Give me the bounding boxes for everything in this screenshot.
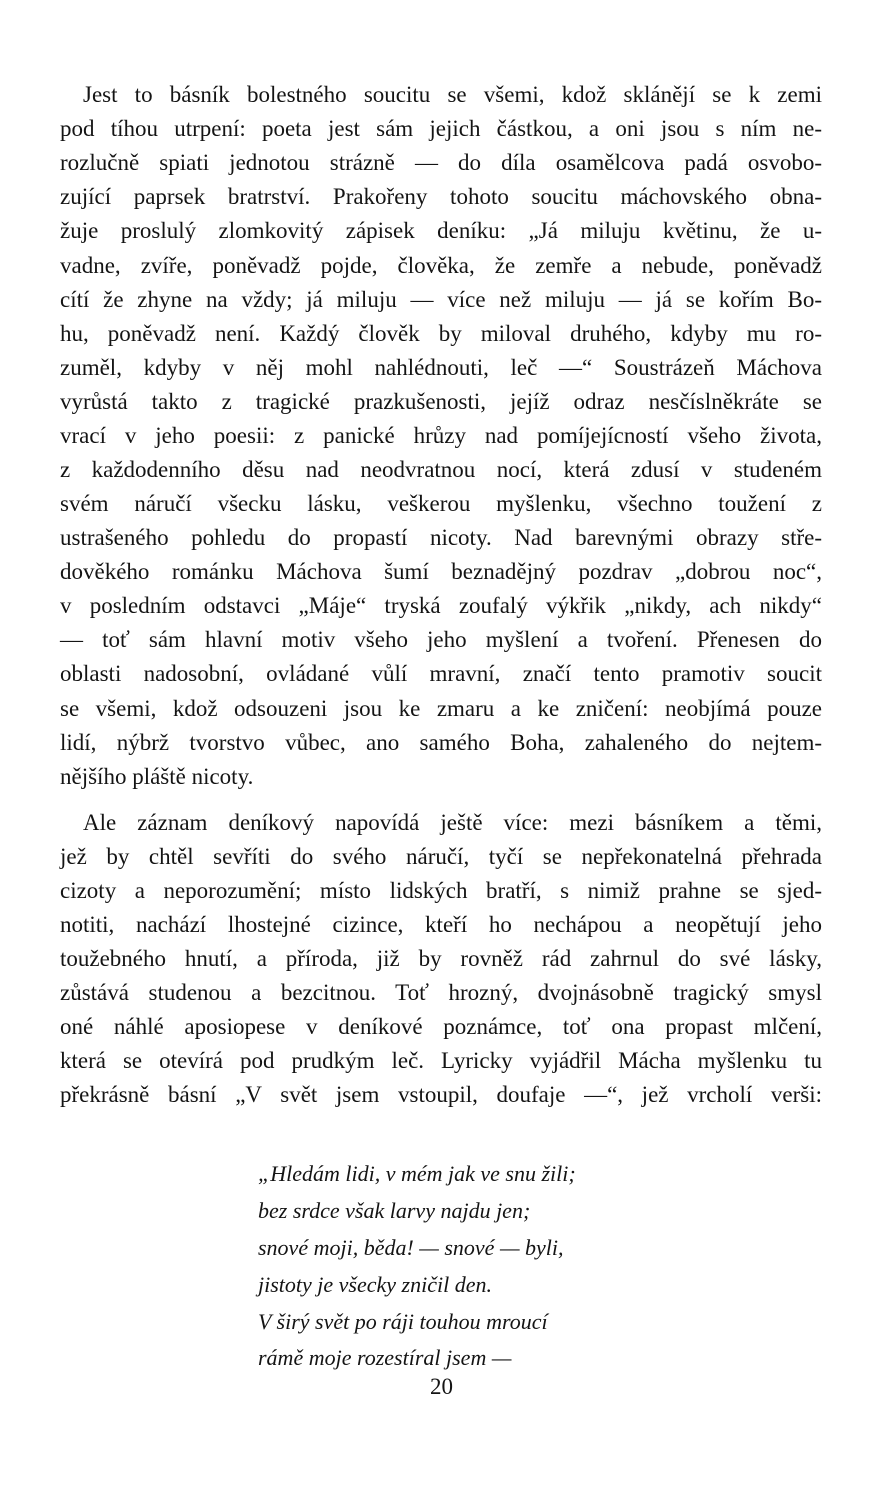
text-line: se všemi, kdož odsouzeni jsou ke zmaru a ke zničení: neobjímá pouze <box>60 696 822 721</box>
text-line: vrací v jeho poesii: z panické hrůzy nad pomíjejícností všeho života, <box>60 423 822 448</box>
verse-line: „Hledám lidi, v mém jak ve snu žili; <box>258 1161 576 1186</box>
verse-line: bez srdce však larvy najdu jen; <box>258 1198 531 1223</box>
text-line: cítí že zhyne na vždy; já miluju — více než miluju — já se kořím Bo- <box>60 287 822 312</box>
text-line: zující paprsek bratrství. Prakořeny tohoto soucitu máchovského obna- <box>60 184 822 209</box>
text-line: nějšího pláště nicoty. <box>60 764 254 789</box>
text-line: oblasti nadosobní, ovládané vůlí mravní, značí tento pramotiv soucit <box>60 661 822 686</box>
text-line: Jest to básník bolestného soucitu se všemi, kdož sklánějí se k zemi <box>83 82 822 107</box>
text-line: notiti, nachází lhostejné cizince, kteří ho nechápou a neopětují jeho <box>60 912 822 937</box>
text-line: jež by chtěl sevříti do svého náručí, tyčí se nepřekonatelná přehrada <box>60 844 822 869</box>
verse-line: jistoty je všecky zničil den. <box>258 1272 492 1297</box>
text-line: v posledním odstavci „Máje“ tryská zoufalý výkřik „nikdy, ach nikdy“ <box>60 593 822 618</box>
text-line: svém náručí všecku lásku, veškerou myšlenku, všechno toužení z <box>60 491 822 516</box>
text-line: rozlučně spiati jednotou strázně — do díla osamělcova padá osvobo- <box>60 150 822 175</box>
page-number: 20 <box>430 1374 453 1399</box>
verse-line: snové moji, běda! — snové — byli, <box>258 1235 564 1260</box>
text-line: zuměl, kdyby v něj mohl nahlédnouti, leč —“ Soustrázeň Máchova <box>60 355 822 380</box>
text-line: toužebného hnutí, a příroda, již by rovněž rád zahrnul do své lásky, <box>60 946 822 971</box>
text-line: Ale záznam deníkový napovídá ještě více: mezi básníkem a těmi, <box>83 810 822 835</box>
text-line: vadne, zvíře, poněvadž pojde, člověka, že zemře a nebude, poněvadž <box>60 253 822 278</box>
text-line: z každodenního děsu nad neodvratnou nocí, která zdusí v studeném <box>60 457 822 482</box>
text-line: která se otevírá pod prudkým leč. Lyricky vyjádřil Mácha myšlenku tu <box>60 1048 822 1073</box>
text-line: ustrašeného pohledu do propastí nicoty. Nad barevnými obrazy stře- <box>60 525 822 550</box>
verse-line: rámě moje rozestíral jsem — <box>258 1345 512 1370</box>
text-line: vyrůstá takto z tragické prazkušenosti, jejíž odraz nesčíslněkráte se <box>60 389 822 414</box>
text-line: — toť sám hlavní motiv všeho jeho myšlení a tvoření. Přenesen do <box>60 627 822 652</box>
text-line: oné náhlé aposiopese v deníkové poznámce, toť ona propast mlčení, <box>60 1014 822 1039</box>
text-line: dověkého románku Máchova šumí beznadějný pozdrav „dobrou noc“, <box>60 559 822 584</box>
text-line: hu, poněvadž není. Každý člověk by miloval druhého, kdyby mu ro- <box>60 321 822 346</box>
text-line: cizoty a neporozumění; místo lidských bratří, s nimiž prahne se sjed- <box>60 878 822 903</box>
text-line: žuje proslulý zlomkovitý zápisek deníku: „Já miluju květinu, že u- <box>60 218 822 243</box>
verse-line: V širý svět po ráji touhou mroucí <box>258 1309 548 1334</box>
text-line: překrásně básní „V svět jsem vstoupil, doufaje —“, jež vrcholí verši: <box>60 1082 822 1107</box>
text-line: lidí, nýbrž tvorstvo vůbec, ano samého Boha, zahaleného do nejtem- <box>60 730 822 755</box>
text-line: pod tíhou utrpení: poeta jest sám jejich částkou, a oni jsou s ním ne- <box>60 116 822 141</box>
text-line: zůstává studenou a bezcitnou. Toť hrozný, dvojnásobně tragický smysl <box>60 980 822 1005</box>
